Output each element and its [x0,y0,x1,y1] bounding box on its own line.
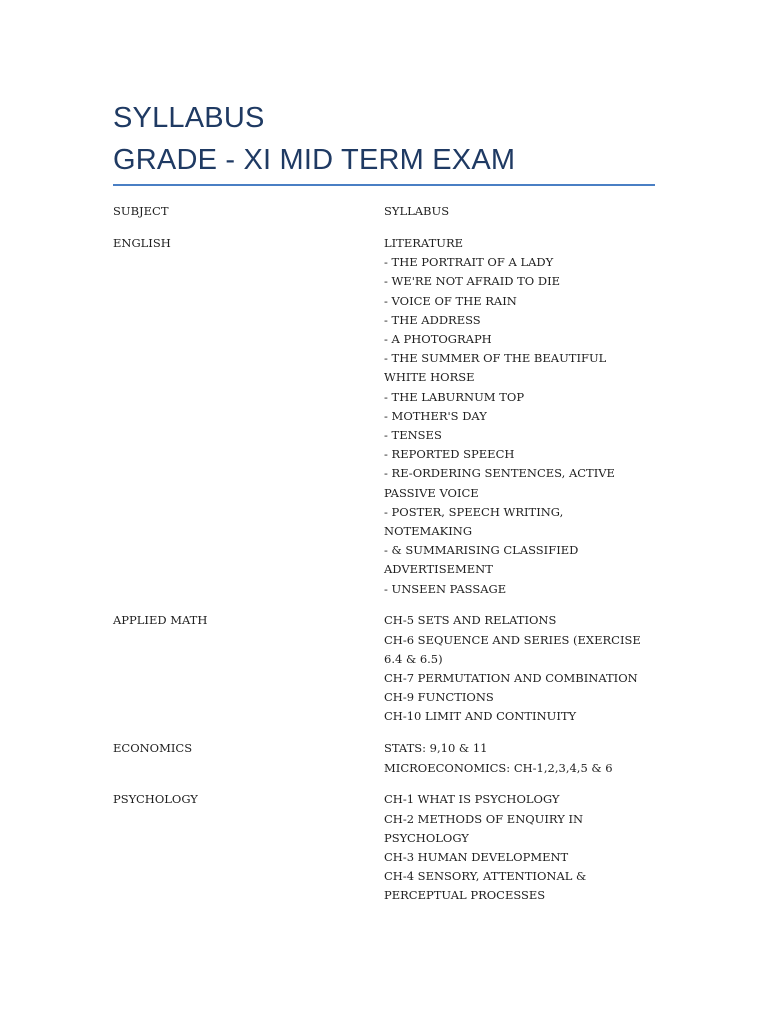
syllabus-line: - VOICE OF THE RAIN [384,293,517,308]
syllabus-line: - POSTER, SPEECH WRITING, [384,504,564,519]
syllabus-line: - TENSES [384,427,442,442]
syllabus-line: - THE LABURNUM TOP [384,389,525,404]
syllabus-content [384,790,655,918]
syllabus-line: - WE'RE NOT AFRAID TO DIE [384,274,561,289]
document-page [113,97,655,918]
syllabus-line: - UNSEEN PASSAGE [384,581,507,596]
syllabus-line: CH-9 FUNCTIONS [384,690,494,705]
syllabus-line: CH-6 SEQUENCE AND SERIES (EXERCISE [384,632,641,647]
syllabus-line: CH-1 WHAT IS PSYCHOLOGY [384,792,560,807]
syllabus-line: - THE ADDRESS [384,312,481,327]
syllabus-line: STATS: 9,10 & 11 [384,741,488,756]
subject-name: ECONOMICS [113,741,193,756]
syllabus-content [384,611,655,739]
syllabus-line: - RE-ORDERING SENTENCES, ACTIVE [384,466,615,481]
document-title: SYLLABUS [113,102,265,134]
syllabus-line: CH-4 SENSORY, ATTENTIONAL & [384,869,587,884]
subject-name: APPLIED MATH [113,613,208,628]
syllabus-line: - MOTHER'S DAY [384,408,487,423]
syllabus-line: LITERATURE [384,235,463,250]
syllabus-content [384,739,655,790]
syllabus-line: 6.4 & 6.5) [384,651,443,666]
syllabus-line: CH-7 PERMUTATION AND COMBINATION [384,671,638,686]
syllabus-table [113,202,655,918]
syllabus-line: - & SUMMARISING CLASSIFIED [384,543,579,558]
table-header-row [113,202,655,234]
syllabus-line: - REPORTED SPEECH [384,447,515,462]
syllabus-line: MICROECONOMICS: CH-1,2,3,4,5 & 6 [384,760,613,775]
syllabus-line: - THE SUMMER OF THE BEAUTIFUL [384,351,607,366]
header-subject: SUBJECT [113,204,169,218]
title-divider [113,184,655,186]
table-row [113,739,655,790]
syllabus-line: CH-5 SETS AND RELATIONS [384,613,557,628]
syllabus-line: NOTEMAKING [384,523,473,538]
syllabus-line: WHITE HORSE [384,370,475,385]
syllabus-line: PASSIVE VOICE [384,485,479,500]
syllabus-line: CH-10 LIMIT AND CONTINUITY [384,709,577,724]
syllabus-line: CH-2 METHODS OF ENQUIRY IN [384,811,584,826]
subject-name: PSYCHOLOGY [113,792,198,807]
syllabus-line: - THE PORTRAIT OF A LADY [384,255,554,270]
table-row [113,611,655,739]
table-row [113,234,655,612]
syllabus-line: CH-3 HUMAN DEVELOPMENT [384,850,569,865]
syllabus-line: PERCEPTUAL PROCESSES [384,888,546,903]
syllabus-content [384,234,655,612]
header-syllabus: SYLLABUS [384,204,450,218]
document-subtitle: GRADE - XI MID TERM EXAM [113,144,516,176]
syllabus-line: - A PHOTOGRAPH [384,331,492,346]
syllabus-line: ADVERTISEMENT [384,562,493,577]
syllabus-line: PSYCHOLOGY [384,830,469,845]
subject-name: ENGLISH [113,235,171,250]
table-row [113,790,655,918]
